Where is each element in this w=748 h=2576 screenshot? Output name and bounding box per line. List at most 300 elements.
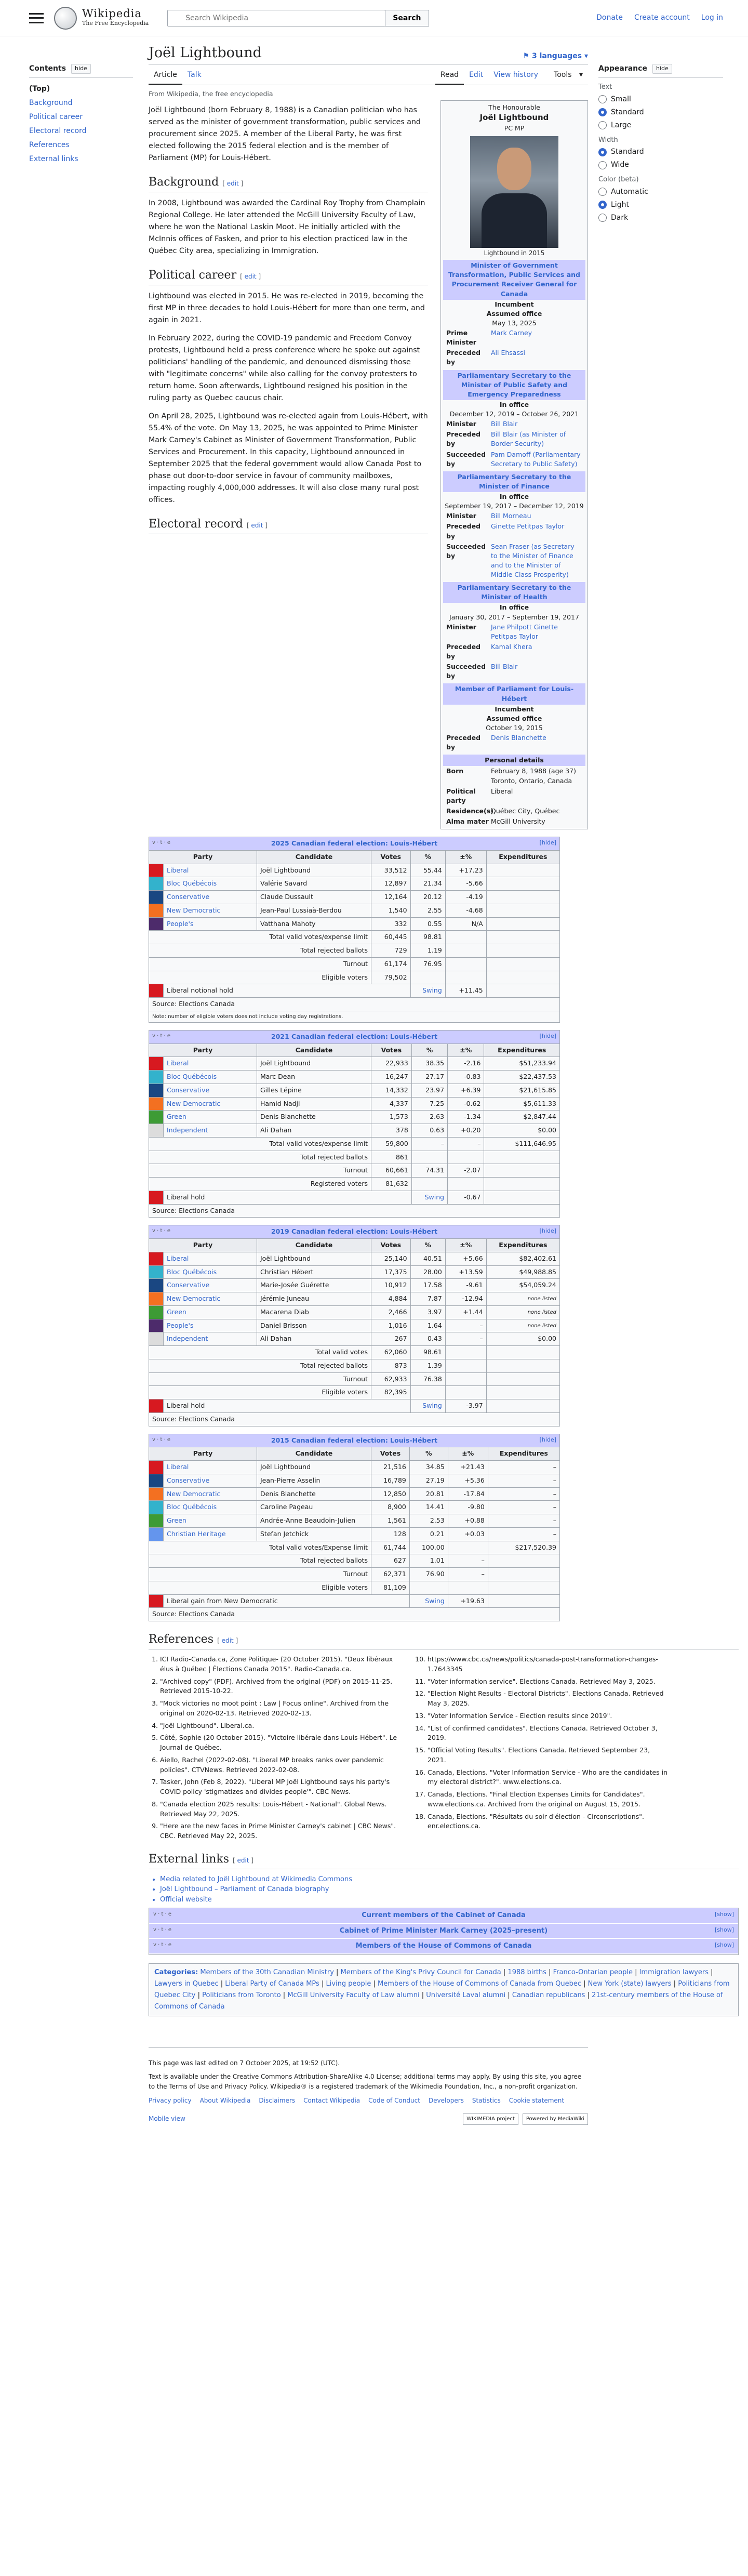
- election-title: [149, 1225, 560, 1238]
- expenditures-cell: [486, 877, 559, 891]
- swing-value: -0.67: [448, 1191, 484, 1204]
- totals-row: [149, 1541, 560, 1554]
- category-link[interactable]: 21st-century members of the House of Commons of Canada: [154, 1991, 723, 2011]
- separator: |: [505, 1991, 512, 2000]
- office-title[interactable]: Parliamentary Secretary to the Minister of Finance: [443, 471, 585, 492]
- infobox-row-label: Preceded by: [446, 734, 481, 751]
- totals-value: 81,632: [371, 1178, 412, 1191]
- expenditures-cell: $0.00: [484, 1124, 560, 1138]
- page-title: Joël Lightbound: [149, 45, 262, 61]
- toc-item[interactable]: Background: [29, 99, 73, 107]
- portrait-photo[interactable]: [470, 136, 558, 248]
- party-cell[interactable]: Bloc Québécois: [164, 1265, 257, 1279]
- change-cell: +0.03: [448, 1527, 488, 1541]
- edit-link[interactable]: edit: [244, 272, 257, 280]
- toc-item[interactable]: Political career: [29, 113, 83, 121]
- table-row: [149, 877, 560, 891]
- table-row: [149, 1292, 560, 1306]
- totals-value: 76.38: [410, 1372, 445, 1386]
- votes-cell: 378: [371, 1124, 412, 1138]
- office-status: Incumbent: [495, 300, 534, 308]
- radio-icon: [598, 188, 607, 196]
- swing-label[interactable]: Swing: [410, 984, 445, 998]
- edit-link[interactable]: edit: [237, 1856, 249, 1864]
- change-cell: +13.59: [445, 1265, 486, 1279]
- radio-option[interactable]: [598, 187, 723, 197]
- percent-cell: 28.00: [410, 1265, 445, 1279]
- totals-value: 61,744: [371, 1541, 410, 1554]
- last-edited: This page was last edited on 7 October 2025, at 19:52 (UTC).: [149, 2059, 340, 2067]
- source-row: [149, 998, 560, 1011]
- percent-cell: 55.44: [410, 864, 445, 877]
- radio-option[interactable]: [598, 200, 723, 210]
- radio-option[interactable]: [598, 120, 723, 131]
- width-label: Width: [598, 136, 618, 144]
- radio-label: Automatic: [611, 187, 648, 196]
- party-cell[interactable]: Independent: [164, 1332, 257, 1346]
- infobox-row: [443, 348, 585, 367]
- votes-cell: 2,466: [371, 1305, 411, 1319]
- change-cell: +21.43: [448, 1461, 488, 1474]
- tools-menu[interactable]: Tools ▾: [554, 71, 583, 80]
- vte-links[interactable]: v · t · e: [152, 1436, 171, 1443]
- postnominals: PC MP: [504, 124, 525, 132]
- site-header: [0, 0, 748, 36]
- change-cell: +1.44: [445, 1305, 486, 1319]
- category-link[interactable]: Members of the King's Privy Council for Canada: [340, 1968, 501, 1976]
- party-color-swatch: [149, 1252, 164, 1265]
- table-row: [149, 1474, 560, 1487]
- infobox-row-value[interactable]: Bill Morneau: [491, 512, 531, 520]
- wikimedia-badge[interactable]: WIKIMEDIA project: [463, 2113, 518, 2125]
- party-color-swatch: [149, 1111, 164, 1124]
- footer-link[interactable]: Mobile view: [149, 2115, 185, 2123]
- table-hide-button[interactable]: [hide]: [539, 1436, 556, 1443]
- expenditures-cell: [486, 917, 559, 931]
- reference-item: 9. "Here are the new faces in Prime Minister Carney's cabinet | CBC News". CBC. Retrieved May 22, 2025.: [160, 1821, 400, 1841]
- personal-row-label: Born: [446, 767, 464, 775]
- totals-value: $111,646.95: [484, 1137, 560, 1151]
- vte-links[interactable]: v · t · e: [152, 840, 171, 846]
- category-link[interactable]: New York (state) lawyers: [587, 1980, 672, 1988]
- toc-item[interactable]: Electoral record: [29, 127, 87, 135]
- party-cell[interactable]: New Democratic: [164, 1292, 257, 1306]
- party-cell[interactable]: Liberal: [164, 1461, 257, 1474]
- separator: |: [671, 1980, 678, 1988]
- radio-icon: [598, 148, 607, 156]
- totals-value: [484, 1164, 560, 1178]
- totals-value: [445, 971, 486, 984]
- totals-value: 100.00: [409, 1541, 448, 1554]
- column-header: %: [409, 1447, 448, 1461]
- totals-value: 873: [371, 1359, 411, 1372]
- party-color-swatch: [149, 1124, 164, 1138]
- election-table: [149, 837, 560, 1023]
- totals-row: [149, 971, 560, 984]
- category-link[interactable]: Université Laval alumni: [426, 1991, 506, 2000]
- candidate-cell: Joël Lightbound: [257, 1252, 371, 1265]
- party-color-swatch: [149, 877, 164, 891]
- personal-row: [443, 766, 585, 786]
- percent-cell: 2.63: [411, 1111, 447, 1124]
- footer-link[interactable]: Cookie statement: [509, 2096, 565, 2104]
- tab-talk[interactable]: Talk: [187, 71, 202, 80]
- external-link[interactable]: • Joël Lightbound – Parliament of Canada biography: [160, 1884, 739, 1895]
- totals-label: Turnout: [149, 1568, 371, 1581]
- search-input[interactable]: [167, 10, 385, 27]
- expenditures-cell: $51,233.94: [484, 1057, 560, 1071]
- navbox-show-button[interactable]: [show]: [714, 1926, 734, 1933]
- percent-cell: 21.34: [410, 877, 445, 891]
- party-cell[interactable]: Christian Heritage: [164, 1527, 257, 1541]
- percent-cell: 23.97: [411, 1084, 447, 1097]
- infobox-row-value[interactable]: Ginette Petitpas Taylor: [491, 522, 565, 531]
- create-account-link[interactable]: Create account: [634, 14, 690, 22]
- mediawiki-badge[interactable]: Powered by MediaWiki: [523, 2113, 588, 2125]
- infobox-name: Joël Lightbound: [479, 112, 549, 122]
- office-title[interactable]: Minister of Government Transformation, Public Services and Procurement Receiver General for Canada: [443, 260, 585, 300]
- vte-links[interactable]: v · t · e: [152, 1033, 171, 1039]
- office-title[interactable]: Member of Parliament for Louis-Hébert: [443, 683, 585, 704]
- totals-value: [486, 1372, 559, 1386]
- column-header: Candidate: [257, 1239, 371, 1252]
- radio-icon: [598, 121, 607, 129]
- party-cell[interactable]: Bloc Québécois: [164, 877, 257, 891]
- category-link[interactable]: Liberal Party of Canada MPs: [225, 1980, 319, 1988]
- party-cell[interactable]: Liberal: [164, 1057, 257, 1071]
- party-cell[interactable]: Independent: [164, 1124, 257, 1138]
- radio-option[interactable]: [598, 147, 723, 157]
- navbox-show-button[interactable]: [show]: [714, 1941, 734, 1949]
- totals-label: Total valid votes/expense limit: [149, 931, 371, 944]
- edit-link[interactable]: edit: [226, 179, 239, 187]
- tab-article[interactable]: Article: [149, 68, 182, 85]
- reference-item: 4. "Joël Lightbound". Liberal.ca.: [160, 1721, 400, 1731]
- change-cell: +0.20: [448, 1124, 484, 1138]
- party-color-swatch: [149, 1057, 164, 1071]
- infobox-row-value[interactable]: Bill Blair: [491, 663, 518, 671]
- table-hide-button[interactable]: [hide]: [539, 1032, 556, 1039]
- infobox-row-label: Succeeded by: [446, 542, 486, 560]
- separator: |: [585, 1991, 592, 2000]
- separator: |: [333, 1968, 341, 1976]
- votes-cell: 4,884: [371, 1292, 411, 1306]
- election-table: [149, 1225, 560, 1426]
- category-link[interactable]: 1988 births: [507, 1968, 546, 1976]
- footer-link[interactable]: Contact Wikipedia: [303, 2096, 360, 2104]
- user-links: [596, 12, 723, 23]
- votes-cell: 12,164: [371, 891, 411, 904]
- photo-caption: Lightbound in 2015: [484, 249, 545, 257]
- votes-cell: 17,375: [371, 1265, 411, 1279]
- footer-link[interactable]: Privacy policy: [149, 2096, 192, 2104]
- totals-label: Total rejected ballots: [149, 1359, 371, 1372]
- toc-item[interactable]: References: [29, 141, 70, 149]
- party-color-swatch: [149, 1071, 164, 1084]
- election-title-text[interactable]: 2021 Canadian federal election: Louis-Hébert: [271, 1032, 438, 1040]
- toc-item[interactable]: External links: [29, 155, 78, 163]
- footer-link[interactable]: About Wikipedia: [199, 2096, 251, 2104]
- percent-cell: 2.55: [410, 904, 445, 917]
- infobox-row-value[interactable]: Kamal Khera: [491, 642, 532, 651]
- column-header: Party: [149, 1447, 257, 1461]
- login-link[interactable]: Log in: [701, 14, 723, 22]
- infobox-row-value[interactable]: Jane Philpott Ginette Petitpas Taylor: [491, 623, 558, 640]
- personal-row: [443, 786, 585, 806]
- votes-cell: 10,912: [371, 1279, 411, 1292]
- personal-row-label: Alma mater: [446, 817, 489, 826]
- infobox-row-value[interactable]: Sean Fraser (as Secretary to the Minister of Finance and to the Minister of Middle Class Prosperity): [491, 542, 575, 579]
- table-row: [149, 1527, 560, 1541]
- candidate-cell: Ali Dahan: [257, 1124, 371, 1138]
- totals-value: [445, 1359, 486, 1372]
- votes-cell: 22,933: [371, 1057, 412, 1071]
- party-cell[interactable]: Conservative: [164, 891, 257, 904]
- personal-row-value: February 8, 1988 (age 37) Toronto, Ontario, Canada: [491, 767, 576, 785]
- navbox-title[interactable]: Current members of the Cabinet of Canada: [362, 1911, 526, 1920]
- party-cell[interactable]: New Democratic: [164, 1487, 257, 1501]
- office-status: In office: [499, 400, 529, 408]
- donate-link[interactable]: Donate: [596, 14, 623, 22]
- career-paragraph-2: In February 2022, during the COVID-19 pandemic and Freedom Convoy protests, Lightbound held a press conference where he spoke out against politicians' handling of the pandemic, and denounced dismissing those with "legitimate concerns" while also calling for the convoy protesters to return home. Soon afterwards, Lightbound resigned his position in the ruling party as Quebec caucus chair.: [149, 334, 420, 402]
- navbox-show-button[interactable]: [show]: [714, 1911, 734, 1918]
- totals-value: 81,109: [371, 1581, 410, 1594]
- office-dates: October 19, 2015: [486, 723, 543, 732]
- table-hide-button[interactable]: [hide]: [539, 839, 556, 847]
- main-menu-icon[interactable]: [29, 13, 44, 23]
- infobox-row-value[interactable]: Denis Blanchette: [491, 734, 546, 742]
- note-row: [149, 1011, 560, 1022]
- party-cell[interactable]: Liberal: [164, 1252, 257, 1265]
- category-link[interactable]: Members of the House of Commons of Canada from Quebec: [377, 1980, 581, 1988]
- category-link[interactable]: Lawyers in Quebec: [154, 1980, 219, 1988]
- reference-item: 12. "Election Night Results - Electoral Districts". Elections Canada. Retrieved May 3, 2025.: [428, 1689, 668, 1709]
- language-button[interactable]: ⚑ 3 languages ▾: [523, 52, 588, 61]
- infobox: [440, 100, 588, 829]
- office-dates: December 12, 2019 – October 26, 2021: [449, 410, 579, 418]
- vte-links[interactable]: v · t · e: [152, 1228, 171, 1234]
- office-title[interactable]: Parliamentary Secretary to the Minister of Public Safety and Emergency Preparedness: [443, 370, 585, 400]
- change-cell: -0.83: [448, 1071, 484, 1084]
- category-link[interactable]: Living people: [326, 1980, 371, 1988]
- tab-read[interactable]: Read: [435, 68, 464, 85]
- radio-label: Standard: [611, 108, 644, 116]
- votes-cell: 14,332: [371, 1084, 412, 1097]
- intro-paragraph: Joël Lightbound (born February 8, 1988) is a Canadian politician who has served as the minister of government transformation, public services and procurement since 2025. A member of the Liberal Party, he was first elected following the 2015 federal election and is the member of Parliament (MP) for Louis-Hébert.: [149, 105, 421, 162]
- swing-value: -3.97: [445, 1399, 486, 1413]
- change-cell: N/A: [445, 917, 486, 931]
- personal-row-label: Political party: [446, 787, 476, 804]
- section-external-heading: External links [ edit ]: [149, 1851, 739, 1869]
- totals-label: Turnout: [149, 957, 371, 971]
- radio-option[interactable]: [598, 94, 723, 105]
- table-row: [149, 864, 560, 877]
- text-size-label: Text: [598, 83, 612, 91]
- category-link[interactable]: Politicians from Toronto: [202, 1991, 281, 2000]
- party-cell[interactable]: Liberal: [164, 864, 257, 877]
- swing-label[interactable]: Swing: [410, 1399, 445, 1413]
- totals-value: [410, 971, 445, 984]
- party-cell[interactable]: New Democratic: [164, 904, 257, 917]
- tab-history[interactable]: View history: [493, 71, 539, 80]
- search-button[interactable]: Search: [385, 10, 429, 27]
- column-header: ±%: [448, 1043, 484, 1057]
- reference-item: 14. "List of confirmed candidates". Elections Canada. Retrieved October 3, 2019.: [428, 1724, 668, 1743]
- tagline: The Free Encyclopedia: [82, 19, 149, 27]
- infobox-row-label: Preceded by: [446, 642, 481, 660]
- candidate-cell: Jean-Pierre Asselin: [257, 1474, 371, 1487]
- totals-label: Total rejected ballots: [149, 1554, 371, 1568]
- category-link[interactable]: Immigration lawyers: [639, 1968, 709, 1976]
- result-color-swatch: [149, 984, 164, 998]
- radio-label: Dark: [611, 213, 629, 222]
- party-cell[interactable]: Bloc Québécois: [164, 1071, 257, 1084]
- tab-edit[interactable]: Edit: [469, 71, 484, 80]
- navbox-title[interactable]: Members of the House of Commons of Canada: [355, 1942, 532, 1950]
- totals-value: [486, 931, 559, 944]
- appearance-hide-button[interactable]: hide: [652, 64, 672, 74]
- party-color-swatch: [149, 1527, 164, 1541]
- external-link[interactable]: • Media related to Joël Lightbound at Wikimedia Commons: [160, 1874, 739, 1885]
- table-row: [149, 1501, 560, 1514]
- candidate-cell: Denis Blanchette: [257, 1111, 371, 1124]
- categories-label[interactable]: Categories:: [154, 1968, 198, 1976]
- result-row: [149, 1191, 560, 1204]
- totals-row: [149, 1386, 560, 1399]
- change-cell: +6.39: [448, 1084, 484, 1097]
- note-text: Note: number of eligible voters does not include voting day registrations.: [149, 1011, 560, 1022]
- totals-value: 98.81: [410, 931, 445, 944]
- table-row: [149, 1279, 560, 1292]
- vte-links[interactable]: v · t · e: [153, 1942, 172, 1948]
- separator: |: [546, 1968, 553, 1976]
- office-status: Incumbent: [495, 705, 534, 713]
- party-cell[interactable]: New Democratic: [164, 1097, 257, 1111]
- table-row: [149, 891, 560, 904]
- party-cell[interactable]: People's: [164, 1319, 257, 1332]
- election-title: [149, 837, 560, 850]
- candidate-cell: Joël Lightbound: [257, 864, 371, 877]
- infobox-row-label: Minister: [446, 623, 476, 631]
- reference-item: 18. Canada, Elections. "Résultats du soir d'élection - Circonscriptions". enr.elections.ca.: [428, 1812, 668, 1832]
- election-title-text[interactable]: 2025 Canadian federal election: Louis-Hébert: [271, 839, 438, 848]
- votes-cell: 1,016: [371, 1319, 411, 1332]
- radio-option[interactable]: [598, 213, 723, 223]
- party-cell[interactable]: Conservative: [164, 1084, 257, 1097]
- infobox-row: [443, 662, 585, 681]
- radio-option[interactable]: [598, 107, 723, 118]
- radio-icon: [598, 201, 607, 209]
- separator: |: [419, 1991, 426, 2000]
- party-cell[interactable]: Conservative: [164, 1279, 257, 1292]
- party-cell[interactable]: Green: [164, 1305, 257, 1319]
- from-wikipedia: From Wikipedia, the free encyclopedia: [149, 90, 273, 98]
- expenditures-cell: –: [488, 1474, 559, 1487]
- expenditures-cell: [486, 904, 559, 917]
- infobox-row-value[interactable]: Pam Damoff (Parliamentary Secretary to Public Safety): [491, 450, 581, 468]
- personal-row-label: Residence(s): [446, 807, 493, 815]
- party-color-swatch: [149, 904, 164, 917]
- category-link[interactable]: Franco-Ontarian people: [553, 1968, 633, 1976]
- candidate-cell: Stefan Jetchick: [257, 1527, 371, 1541]
- candidate-cell: Claude Dussault: [257, 891, 371, 904]
- totals-value: 60,661: [371, 1164, 412, 1178]
- party-color-swatch: [149, 1279, 164, 1292]
- votes-cell: 128: [371, 1527, 410, 1541]
- column-header: Party: [149, 850, 257, 864]
- wikipedia-logo[interactable]: [54, 7, 149, 30]
- party-color-swatch: [149, 1265, 164, 1279]
- toc-item[interactable]: (Top): [29, 85, 50, 93]
- percent-cell: 14.41: [409, 1501, 448, 1514]
- reference-item: 13. "Voter Information Service - Election results since 2019".: [428, 1711, 668, 1721]
- column-header: Votes: [371, 1447, 410, 1461]
- table-row: [149, 917, 560, 931]
- radio-label: Wide: [611, 161, 629, 169]
- infobox-row: [443, 429, 585, 449]
- edit-link[interactable]: edit: [251, 521, 263, 529]
- radio-option[interactable]: [598, 160, 723, 170]
- party-cell[interactable]: Bloc Québécois: [164, 1501, 257, 1514]
- totals-label: Total rejected ballots: [149, 1151, 371, 1164]
- footer-link[interactable]: Developers: [428, 2096, 464, 2104]
- swing-label[interactable]: Swing: [411, 1191, 447, 1204]
- column-header: Votes: [371, 1239, 411, 1252]
- category-link[interactable]: Members of the 30th Canadian Ministry: [200, 1968, 334, 1976]
- infobox-row-value[interactable]: Bill Blair: [491, 420, 518, 428]
- category-link[interactable]: Canadian republicans: [512, 1991, 585, 2000]
- change-cell: –: [445, 1319, 486, 1332]
- category-link[interactable]: McGill University Faculty of Law alumni: [287, 1991, 420, 2000]
- expenditures-cell: none listed: [486, 1305, 559, 1319]
- totals-label: Eligible voters: [149, 1581, 371, 1594]
- totals-value: 59,800: [371, 1137, 412, 1151]
- infobox-row-value[interactable]: Ali Ehsassi: [491, 349, 525, 357]
- election-title-text[interactable]: 2015 Canadian federal election: Louis-Hébert: [271, 1436, 438, 1444]
- separator: |: [195, 1991, 203, 2000]
- navbox-title[interactable]: Cabinet of Prime Minister Mark Carney (2025–present): [339, 1926, 548, 1935]
- party-color-swatch: [149, 1319, 164, 1332]
- vte-links[interactable]: v · t · e: [153, 1926, 172, 1933]
- candidate-cell: Christian Hébert: [257, 1265, 371, 1279]
- party-cell[interactable]: Green: [164, 1514, 257, 1528]
- table-row: [149, 1332, 560, 1346]
- column-header: Expenditures: [488, 1447, 559, 1461]
- change-cell: +5.66: [445, 1252, 486, 1265]
- toc-hide-button[interactable]: hide: [71, 64, 91, 74]
- category-link[interactable]: Politicians from Quebec City: [154, 1980, 730, 2000]
- totals-value: [448, 1541, 488, 1554]
- infobox-row-value[interactable]: Mark Carney: [491, 329, 532, 337]
- office-title[interactable]: Parliamentary Secretary to the Minister of Health: [443, 582, 585, 603]
- party-cell[interactable]: People's: [164, 917, 257, 931]
- table-row: [149, 1111, 560, 1124]
- external-link[interactable]: • Official website: [160, 1895, 739, 1905]
- election-title-text[interactable]: 2019 Canadian federal election: Louis-Hébert: [271, 1227, 438, 1236]
- party-cell[interactable]: Conservative: [164, 1474, 257, 1487]
- footer-link[interactable]: Disclaimers: [259, 2096, 296, 2104]
- swing-label[interactable]: Swing: [409, 1594, 448, 1608]
- footer-link[interactable]: Code of Conduct: [368, 2096, 420, 2104]
- expenditures-cell: –: [488, 1487, 559, 1501]
- edit-link[interactable]: edit: [221, 1637, 234, 1645]
- infobox-row-value[interactable]: Bill Blair (as Minister of Border Security): [491, 430, 566, 448]
- vte-links[interactable]: v · t · e: [153, 1911, 172, 1918]
- party-cell[interactable]: Green: [164, 1111, 257, 1124]
- candidate-cell: Andrée-Anne Beaudoin-Julien: [257, 1514, 371, 1528]
- footer-link[interactable]: Statistics: [472, 2096, 501, 2104]
- table-hide-button[interactable]: [hide]: [539, 1227, 556, 1235]
